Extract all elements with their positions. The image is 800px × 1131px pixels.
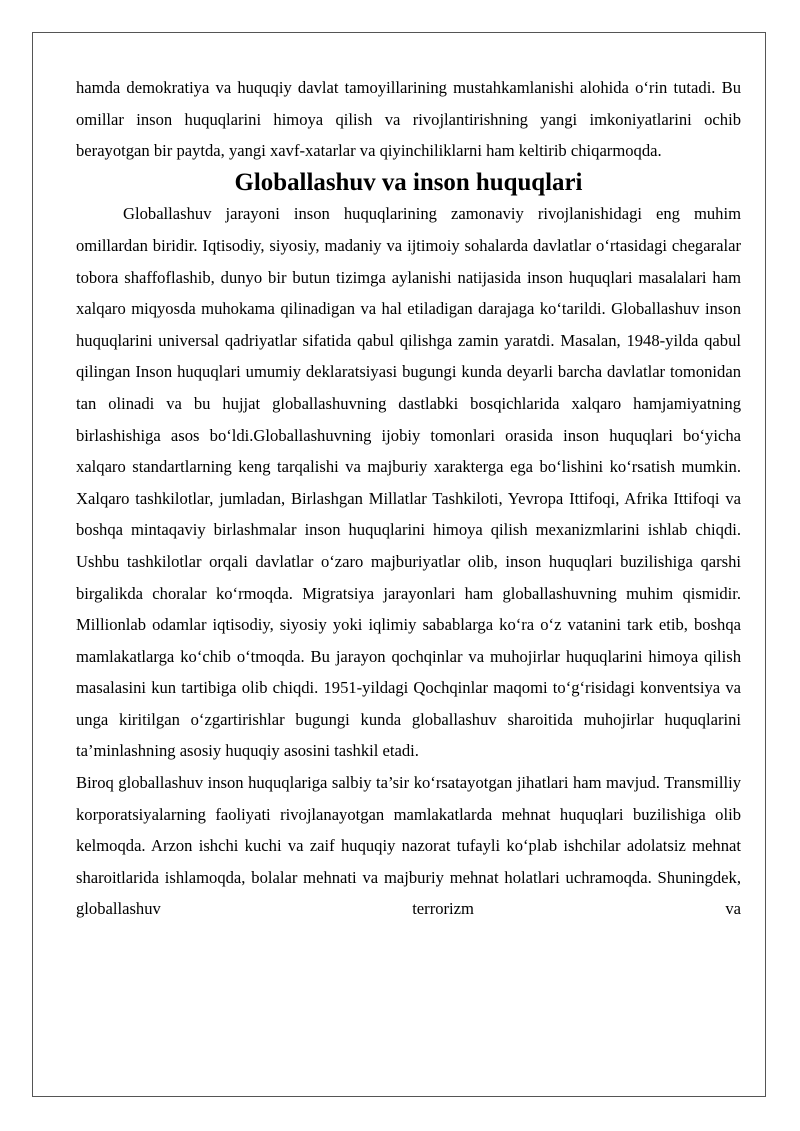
paragraph-main: Globallashuv jarayoni inson huquqlarining zamonaviy rivojlanishidagi eng muhim omillardan biridir. Iqtisodiy, siyosiy, madaniy va ijtimoiy sohalarda davlatlar o‘rtasidagi chegaralar tobora shaffoflashib, dunyo bir butun tizimga aylanishi natijasida inson huquqlari masalalari ham xalqaro miqyosda muhokama qilinadigan va hal etiladigan darajaga ko‘tarildi. Globallashuv inson huquqlarini universal qadriyatlar sifatida qabul qilishga zamin yaratdi. Masalan, 1948-yilda qabul qilingan Inson huquqlari umumiy deklaratsiyasi bugungi kunda deyarli barcha davlatlar tomonidan tan olinadi va bu hujjat globallashuvning dastlabki bosqichlarida xalqaro hamjamiyatning birlashishiga asos bo‘ldi.Globallashuvning ijobiy tomonlari orasida inson huquqlari bo‘yicha xalqaro standartlarning keng tarqalishi va majburiy xarakterga ega bo‘lishini ko‘rsatish mumkin. Xalqaro tashkilotlar, jumladan, Birlashgan Millatlar Tashkiloti, Yevropa Ittifoqi, Afrika Ittifoqi va boshqa mintaqaviy birlashmalar inson huquqlarini himoya qilish mexanizmlarini ishlab chiqdi. Ushbu tashkilotlar orqali davlatlar o‘zaro majburiyatlar olib, inson huquqlari buzilishiga qarshi birgalikda choralar ko‘rmoqda. Migratsiya jarayonlari ham globallashuvning muhim qismidir. Millionlab odamlar iqtisodiy, siyosiy yoki iqlimiy sabablarga ko‘ra o‘z vatanini tark etib, boshqa mamlakatlarga ko‘chib o‘tmoqda. Bu jarayon qochqinlar va muhojirlar huquqlarini himoya qilish masalasini kun tartibiga olib chiqdi. 1951-yildagi Qochqinlar maqomi to‘g‘risidagi konventsiya va unga kiritilgan o‘zgartirishlar bugungi kunda globallashuv sharoitida muhojirlar huquqlarini ta’minlashning asosiy huquqiy asosini tashkil etadi. (76, 204, 741, 761)
paragraph-last: Biroq globallashuv inson huquqlariga salbiy ta’sir ko‘rsatayotgan jihatlari ham mavjud. Transmilliy korporatsiyalarning faoliyati rivojlanayotgan mamlakatlarda mehnat huquqlari buzilishiga olib kelmoqda. Arzon ishchi kuchi va zaif huquqiy nazorat tufayli ko‘plab ishchilar adolatsiz mehnat sharoitlarida ishlamoqda, bolalar mehnati va majburiy mehnat holatlari uchramoqda. Shuningdek, globallashuv terrorizm va (76, 773, 741, 919)
section-heading: Globallashuv va inson huquqlari (234, 168, 583, 196)
document-body (76, 72, 741, 925)
paragraph-intro: hamda demokratiya va huquqiy davlat tamoyillarining mustahkamlanishi alohida o‘rin tutadi. Bu omillar inson huquqlarini himoya qilish va rivojlantirishning yangi imkoniyatlarini ochib berayotgan bir paytda, yangi xavf-xatarlar va qiyinchiliklarni ham keltirib chiqarmoqda. (76, 78, 741, 161)
